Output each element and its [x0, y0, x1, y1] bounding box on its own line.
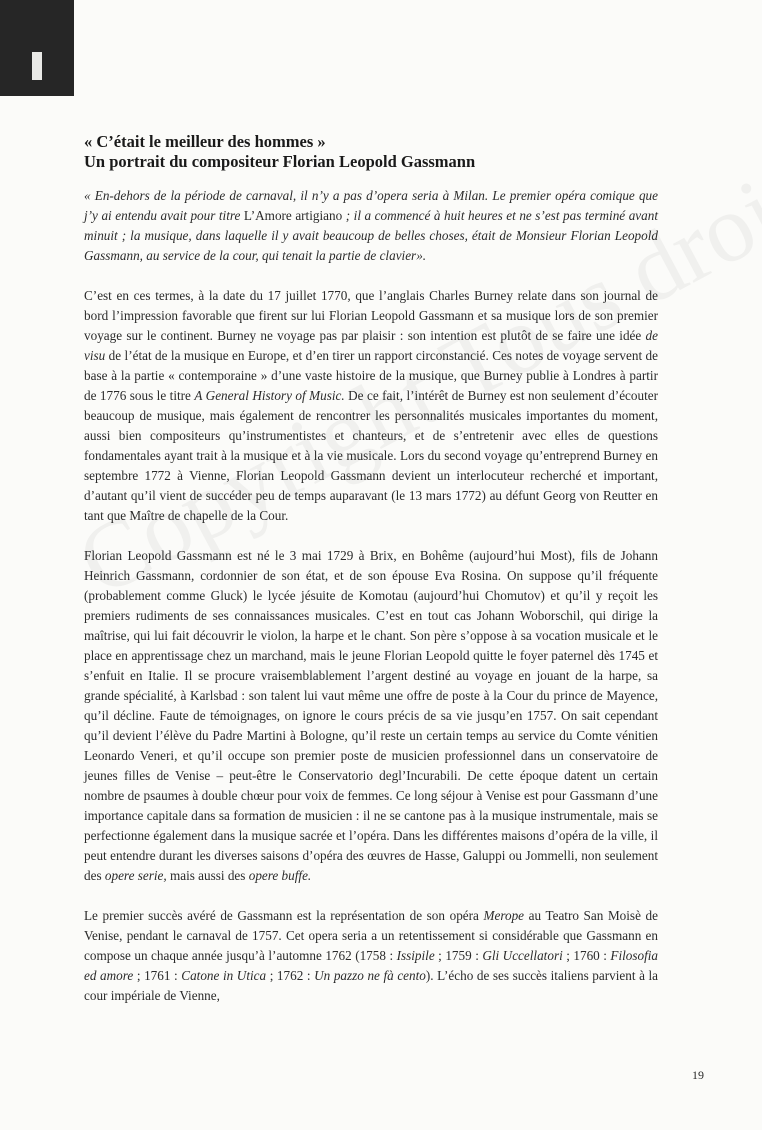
- text-run: De ce fait, l’intérêt de Burney est non seulement d’écouter beaucoup de musique, mais également de rencontrer les personnalités musicales importantes du moment, aussi bien compositeurs qu’instrumentistes et chanteurs, et de s’entretenir avec elles de questions fondamentales ayant trait à la musique et à la vie musicale. Lors du second voyage qu’entreprend Burney en septembre 1772 à Vienne, Florian Leopold Gassmann devient un interlocuteur recherché et important, d’autant qu’il vient de succéder peu de temps auparavant (le 13 mars 1772) au défunt Georg von Reutter en tant que Maître de chapelle de la Cour.: [84, 388, 658, 523]
- italic-run: Filosofia ed amore: [84, 948, 659, 983]
- text-run: Florian Leopold Gassmann est né le 3 mai 1729 à Brix, en Bohême (aujourd’hui Most), fils de Johann Heinrich Gassmann, cordonnier de son état, et de son épouse Eva Rosina. On suppose qu’il fréquente (probablement comme Gluck) le lycée jésuite de Komotau (aujourd’hui Chomutov) et qu’il y reçoit les premiers rudiments de ses connaissances musicales. C’est en tout cas Johann Woborschil, qui dirige la maîtrise, qui lui fait découvrir le violon, la harpe et le chant. Son père s’oppose à sa vocation musicale et le place en apprentissage chez un marchand, mais le jeune Florian Leopold quitte le foyer paternel dès 1745 et s’enfuit en Italie. Il se procure vraisemblablement l’argent destiné au voyage en jouant de la harpe, sa grande spécialité, à Karlsbad : son talent lui vaut même une offre de poste à la Cour du prince de Mayence, qu’il décline. Faute de témoignages, on ignore le cours précis de sa vie jusqu’en 1757. On sait cependant qu’il devient l’élève du Padre Martini à Bologne, qu’il reste un certain temps au service du Comte vénitien Leonardo Veneri, et qu’il occupe son premier poste de musicien professionnel dans un conservatoire de jeunes filles de Venise – peut-être le Conservatorio degl’Incurabili. De cette époque datent un certain nombre de psaumes à double chœur pour voix de femmes. Ce long séjour à Venise est pour Gassmann d’une importance capitale dans sa formation de musicien : il ne se cantone pas à la musique instrumentale, mais se perfectionne également dans la musique sacrée et l’opéra. Dans les différentes maisons d’opéra de la ville, il peut entendre durant les diverses saisons d’opéra des œuvres de Hasse, Galuppi ou Jommelli, non seulement des: [84, 548, 658, 883]
- italic-run: Catone in Utica: [181, 968, 267, 983]
- opening-quote: [84, 186, 658, 266]
- article-title: « C’était le meilleur des hommes »: [84, 132, 326, 151]
- text-run: C’est en ces termes, à la date du 17 juillet 1770, que l’anglais Charles Burney relate dans son journal de bord l’impression favorable que firent sur lui Florian Leopold Gassmann et sa musique lors de son premier voyage sur le continent. Burney ne voyage pas par plaisir : son intention est plutôt de se faire une idée: [84, 288, 658, 343]
- page-number: 19: [692, 1068, 704, 1082]
- quote-part: ; il a commencé à huit heures et ne s’est pas terminé avant minuit ; la musique, dans laquelle il y avait beaucoup de belles choses, était de Monsieur Florian Leopold Gassmann, au service de la cour, qui tenait la partie de clavier».: [84, 208, 658, 263]
- italic-run: opere serie,: [104, 868, 167, 883]
- italic-run: Un pazzo ne fà cento: [314, 968, 426, 983]
- quote-part: « En-dehors de la période de carnaval, il n’y a pas d’opera seria à Milan. Le premier opéra comique que j’y ai entendu avait pour titre: [84, 188, 658, 223]
- corner-notch: [32, 52, 42, 80]
- text-run: ; 1759 :: [434, 948, 483, 963]
- text-run: ; 1761 :: [133, 968, 182, 983]
- article-subtitle: Un portrait du compositeur Florian Leopold Gassmann: [84, 152, 476, 171]
- text-run: mais aussi des: [166, 868, 249, 883]
- text-run: ; 1760 :: [562, 948, 611, 963]
- text-run: Le premier succès avéré de Gassmann est la représentation de son opéra: [84, 908, 484, 923]
- text-run: de l’état de la musique en Europe, et d’en tirer un rapport circonstancié. Ces notes de voyage servent de base à la partie « contemporaine » d’une vaste histoire de la musique, que Burney publie à Londres à partir de 1776 sous le titre: [84, 348, 658, 403]
- text-run: ; 1762 :: [266, 968, 315, 983]
- quote-opera-title: L’Amore artigiano: [243, 208, 343, 223]
- italic-run: de visu: [84, 328, 658, 363]
- paragraph-3: [84, 906, 658, 1006]
- article: [84, 132, 658, 1026]
- corner-mark: [0, 0, 74, 96]
- italic-run: Merope: [483, 908, 525, 923]
- text-run: au Teatro San Moisè de Venise, pendant le carnaval de 1757. Cet opera seria a un retentissement si considérable que Gassmann en compose un chaque année jusqu’à l’automne 1762 (1758 :: [84, 908, 658, 963]
- paragraph-1: [84, 286, 658, 526]
- italic-run: opere buffe.: [248, 868, 312, 883]
- italic-run: Issipile: [396, 948, 435, 963]
- text-run: ). L’écho de ses succès italiens parvient à la cour impériale de Vienne,: [84, 968, 659, 1003]
- paragraph-2: [84, 546, 658, 886]
- italic-run: A General History of Music.: [194, 388, 345, 403]
- italic-run: Gli Uccellatori: [482, 948, 563, 963]
